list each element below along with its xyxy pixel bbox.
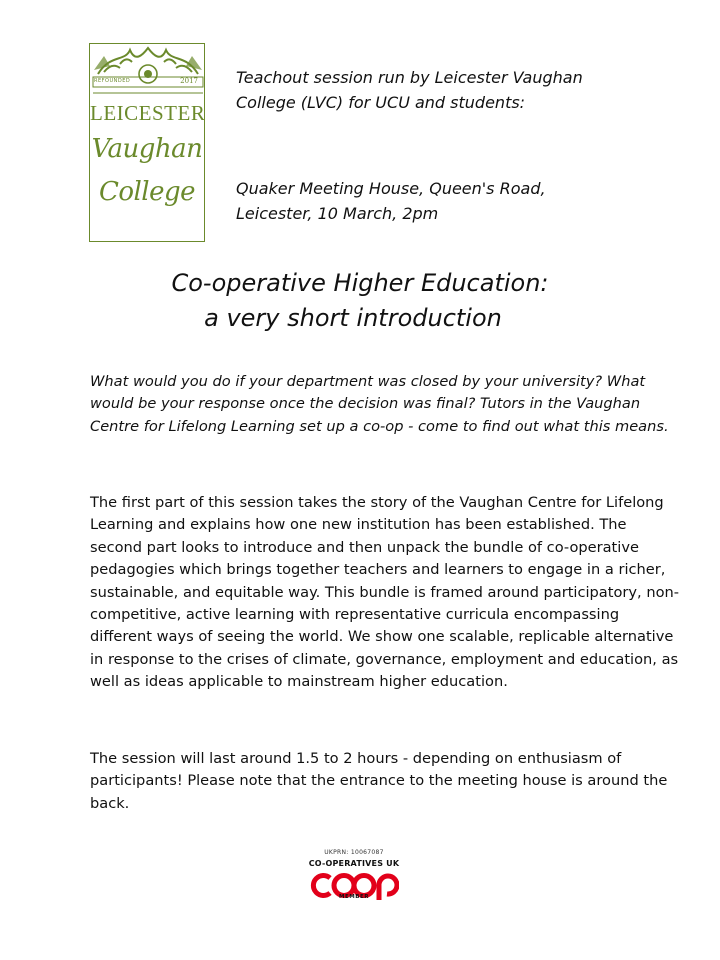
member-label: MEMBER — [339, 894, 369, 900]
title-line-1: Co-operative Higher Education: — [171, 269, 549, 297]
coops-uk-label: CO-OPERATIVES UK — [308, 859, 400, 868]
logistics-paragraph: The session will last around 1.5 to 2 hours - depending on enthusiasm of participants! Please note that the entrance to the meeting house is around the back. — [90, 750, 668, 812]
logo-leicester: LEICESTER — [90, 101, 206, 125]
logo-vaughan: Vaughan — [91, 134, 203, 164]
logo-refounded-label: REFOUNDED — [94, 78, 131, 84]
college-logo — [89, 43, 205, 242]
logo-college: College — [98, 177, 196, 207]
logo-year: 2017 — [180, 77, 198, 85]
intro-question-paragraph: What would you do if your department was closed by your university? What would be your response once the decision was final? Tutors in the Vaughan Centre for Lifelong Learning set up a co-op - come to find out what this means. — [90, 373, 669, 435]
title-line-2: a very short introduction — [204, 304, 502, 332]
session-venue: Quaker Meeting House, Queen's Road, Leicester, 10 March, 2pm — [236, 179, 546, 223]
page-title — [0, 266, 720, 336]
coop-member-badge — [306, 849, 402, 917]
session-description-paragraph: The first part of this session takes the story of the Vaughan Centre for Lifelong Learning and explains how one new institution has been established. The second part looks to introduce and then unpack the bundle of co-operative pedagogies which brings together teachers and learners to engage in a richer, sustainable, and equitable way. This bundle is framed around participatory, non-competitive, active learning with representative curricula encompassing different ways of seeing the world. We show one scalable, replicable alternative in response to the crises of climate, governance, employment and education, as well as ideas applicable to mainstream higher education. — [90, 494, 680, 691]
session-intro: Teachout session run by Leicester Vaughan College (LVC) for UCU and students: — [236, 68, 583, 112]
ukprn-label: UKPRN: 10067087 — [324, 849, 384, 856]
